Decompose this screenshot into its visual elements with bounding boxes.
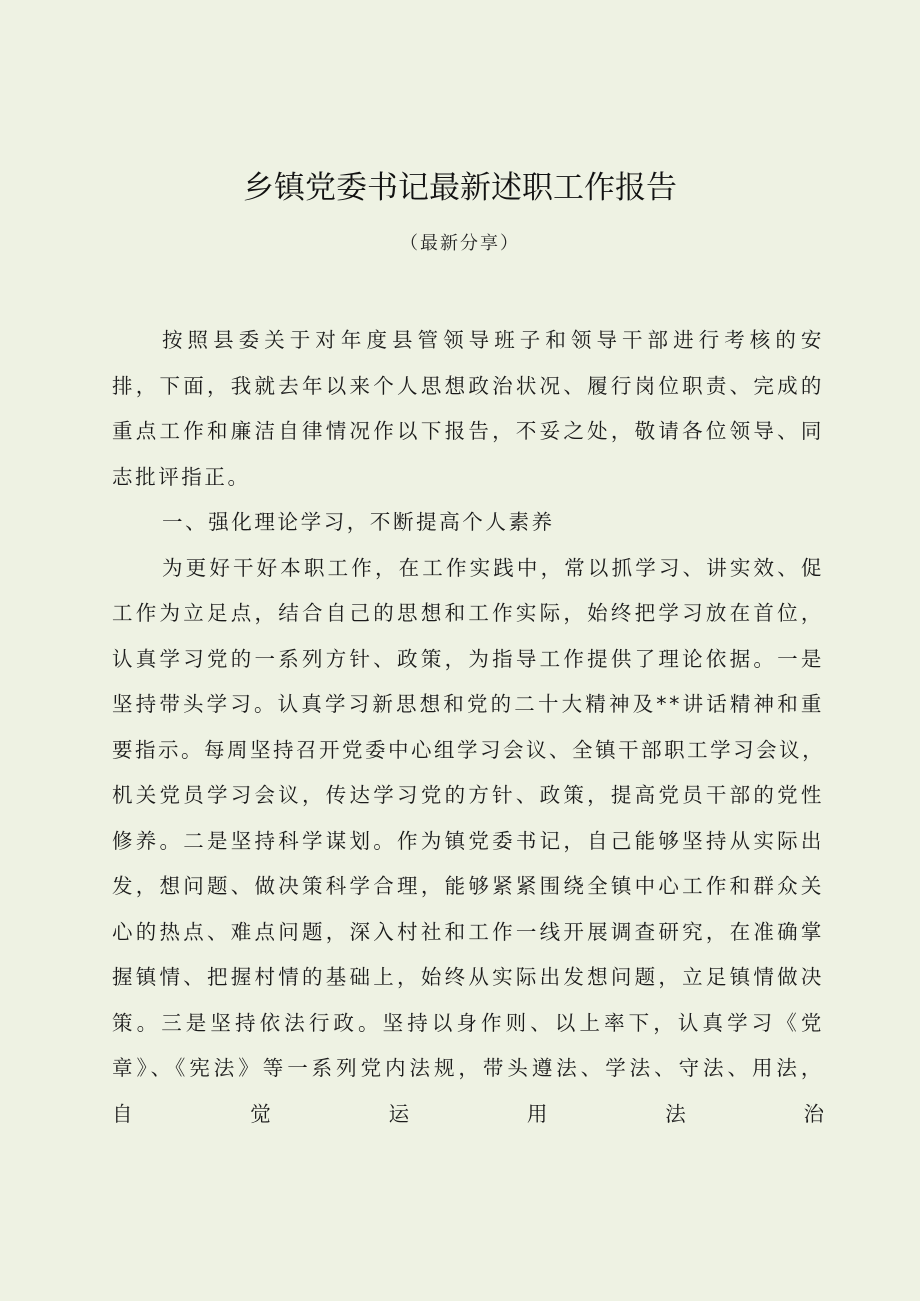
paragraph-line: 重点工作和廉洁自律情况作以下报告，不妥之处，敬请各位领导、同 (112, 419, 824, 443)
paragraph-line: 机关党员学习会议，传达学习党的方针、政策，提高党员干部的党性 (112, 783, 824, 807)
paragraph-line: 心的热点、难点问题，深入村社和工作一线开展调查研究，在准确掌 (112, 919, 824, 944)
paragraph-line: 章》、《宪法》等一系列党内法规，带头遵法、学法、守法、用法， (112, 1056, 824, 1080)
paragraph-line: 发，想问题、做决策科学合理，能够紧紧围绕全镇中心工作和群众关 (112, 874, 824, 898)
paragraph-line: 排，下面，我就去年以来个人思想政治状况、履行岗位职责、完成的 (112, 373, 824, 398)
paragraph-line: 握镇情、把握村情的基础上，始终从实际出发想问题，立足镇情做决 (112, 965, 824, 989)
paragraph-line: 认真学习党的一系列方针、政策，为指导工作提供了理论依据。一是 (112, 646, 824, 671)
paragraph-line-justified: 自 觉 运 用 法 治 (112, 1101, 824, 1126)
document-subtitle: （最新分享） (400, 233, 520, 254)
paragraph-line: 按照县委关于对年度县管领导班子和领导干部进行考核的安 (162, 328, 824, 352)
document-title: 乡镇党委书记最新述职工作报告 (243, 170, 677, 206)
paragraph-line: 为更好干好本职工作，在工作实践中，常以抓学习、讲实效、促 (162, 555, 824, 580)
document-body (112, 318, 824, 1137)
paragraph-line: 要指示。每周坚持召开党委中心组学习会议、全镇干部职工学习会议， (112, 737, 824, 762)
paragraph-line: 策。三是坚持依法行政。坚持以身作则、以上率下，认真学习《党 (112, 1010, 824, 1035)
paragraph-line: 坚持带头学习。认真学习新思想和党的二十大精神及**讲话精神和重 (112, 692, 824, 716)
section-heading: 一、强化理论学习，不断提高个人素养 (162, 510, 555, 534)
paragraph-line: 志批评指正。 (112, 464, 251, 489)
paragraph-line: 修养。二是坚持科学谋划。作为镇党委书记，自己能够坚持从实际出 (112, 828, 824, 853)
paragraph-line: 工作为立足点，结合自己的思想和工作实际，始终把学习放在首位， (112, 601, 824, 625)
